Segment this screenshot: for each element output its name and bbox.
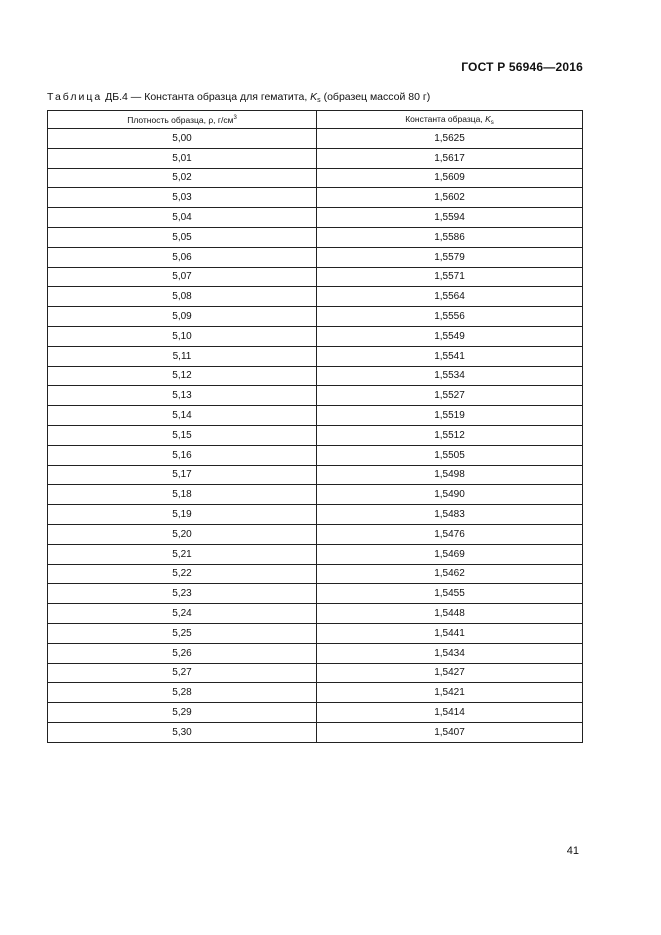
constant-cell: 1,5498 [317, 465, 583, 485]
header-constant-subscript: s [490, 119, 494, 126]
caption-symbol-subscript: s [317, 97, 321, 104]
caption-text: Константа образца для гематита, [144, 91, 311, 103]
header-constant-text: Константа образца, [405, 113, 486, 124]
constant-cell: 1,5541 [317, 346, 583, 366]
table-row [48, 564, 583, 584]
density-cell: 5,20 [48, 524, 317, 544]
constant-cell: 1,5617 [317, 148, 583, 168]
table-row [48, 307, 583, 327]
table-row [48, 544, 583, 564]
density-cell: 5,08 [48, 287, 317, 307]
table-row [48, 227, 583, 247]
density-cell: 5,30 [48, 722, 317, 742]
density-cell: 5,22 [48, 564, 317, 584]
constant-cell: 1,5512 [317, 425, 583, 445]
table-row [48, 406, 583, 426]
density-cell: 5,01 [48, 148, 317, 168]
density-cell: 5,12 [48, 366, 317, 386]
table-row [48, 148, 583, 168]
caption-symbol: K [310, 91, 318, 103]
constant-cell: 1,5483 [317, 505, 583, 525]
table-row [48, 208, 583, 228]
constant-cell: 1,5469 [317, 544, 583, 564]
constant-cell: 1,5462 [317, 564, 583, 584]
density-cell: 5,03 [48, 188, 317, 208]
caption-dash: — [127, 91, 145, 103]
constant-cell: 1,5448 [317, 604, 583, 624]
table-row [48, 129, 583, 149]
density-cell: 5,15 [48, 425, 317, 445]
constant-cell: 1,5527 [317, 386, 583, 406]
constant-cell: 1,5602 [317, 188, 583, 208]
density-cell: 5,13 [48, 386, 317, 406]
constant-cell: 1,5609 [317, 168, 583, 188]
density-cell: 5,16 [48, 445, 317, 465]
header-density-text: Плотность образца, ρ, г/см [127, 114, 234, 125]
table-row [48, 623, 583, 643]
density-cell: 5,19 [48, 505, 317, 525]
density-constant-table [47, 110, 583, 743]
table-row [48, 722, 583, 742]
page-number: 41 [566, 845, 579, 857]
header-density-unit-exponent: 3 [233, 114, 237, 121]
table-row [48, 663, 583, 683]
table-row [48, 188, 583, 208]
table-row [48, 643, 583, 663]
constant-cell: 1,5586 [317, 227, 583, 247]
table-row [48, 703, 583, 723]
constant-cell: 1,5421 [317, 683, 583, 703]
table-row [48, 604, 583, 624]
density-cell: 5,11 [48, 346, 317, 366]
table-header-row [48, 111, 583, 129]
constant-cell: 1,5564 [317, 287, 583, 307]
table-row [48, 485, 583, 505]
density-cell: 5,05 [48, 227, 317, 247]
constant-cell: 1,5556 [317, 307, 583, 327]
table-row [48, 366, 583, 386]
constant-cell: 1,5519 [317, 406, 583, 426]
header-constant [317, 111, 583, 129]
table-row [48, 445, 583, 465]
header-density [48, 111, 317, 129]
constant-cell: 1,5594 [317, 208, 583, 228]
constant-cell: 1,5407 [317, 722, 583, 742]
constant-cell: 1,5455 [317, 584, 583, 604]
density-cell: 5,18 [48, 485, 317, 505]
table-row [48, 346, 583, 366]
density-cell: 5,07 [48, 267, 317, 287]
density-cell: 5,24 [48, 604, 317, 624]
table-row [48, 326, 583, 346]
table-row [48, 584, 583, 604]
table-row [48, 683, 583, 703]
caption-number: ДБ.4 [105, 91, 128, 103]
constant-cell: 1,5579 [317, 247, 583, 267]
header-constant-symbol: K [485, 113, 491, 124]
constant-cell: 1,5534 [317, 366, 583, 386]
density-cell: 5,09 [48, 307, 317, 327]
document-standard-id: ГОСТ Р 56946—2016 [461, 60, 583, 74]
density-cell: 5,28 [48, 683, 317, 703]
constant-cell: 1,5427 [317, 663, 583, 683]
density-cell: 5,27 [48, 663, 317, 683]
constant-cell: 1,5571 [317, 267, 583, 287]
density-cell: 5,21 [48, 544, 317, 564]
constant-cell: 1,5414 [317, 703, 583, 723]
density-cell: 5,17 [48, 465, 317, 485]
density-cell: 5,29 [48, 703, 317, 723]
table-row [48, 386, 583, 406]
constant-cell: 1,5549 [317, 326, 583, 346]
density-cell: 5,23 [48, 584, 317, 604]
density-cell: 5,26 [48, 643, 317, 663]
density-cell: 5,06 [48, 247, 317, 267]
table-row [48, 524, 583, 544]
constant-cell: 1,5625 [317, 129, 583, 149]
density-cell: 5,02 [48, 168, 317, 188]
caption-text-after: (образец массой 80 г) [320, 91, 431, 103]
density-cell: 5,04 [48, 208, 317, 228]
table-row [48, 287, 583, 307]
density-cell: 5,25 [48, 623, 317, 643]
table-row [48, 505, 583, 525]
table-row [48, 425, 583, 445]
constant-cell: 1,5434 [317, 643, 583, 663]
table-body [48, 129, 583, 743]
density-cell: 5,10 [48, 326, 317, 346]
density-cell: 5,00 [48, 129, 317, 149]
caption-label: Таблица [47, 91, 103, 103]
table-row [48, 267, 583, 287]
table-row [48, 465, 583, 485]
constant-cell: 1,5476 [317, 524, 583, 544]
table-row [48, 247, 583, 267]
density-cell: 5,14 [48, 406, 317, 426]
constant-cell: 1,5505 [317, 445, 583, 465]
constant-cell: 1,5490 [317, 485, 583, 505]
table-caption [47, 91, 430, 104]
constant-cell: 1,5441 [317, 623, 583, 643]
table-row [48, 168, 583, 188]
